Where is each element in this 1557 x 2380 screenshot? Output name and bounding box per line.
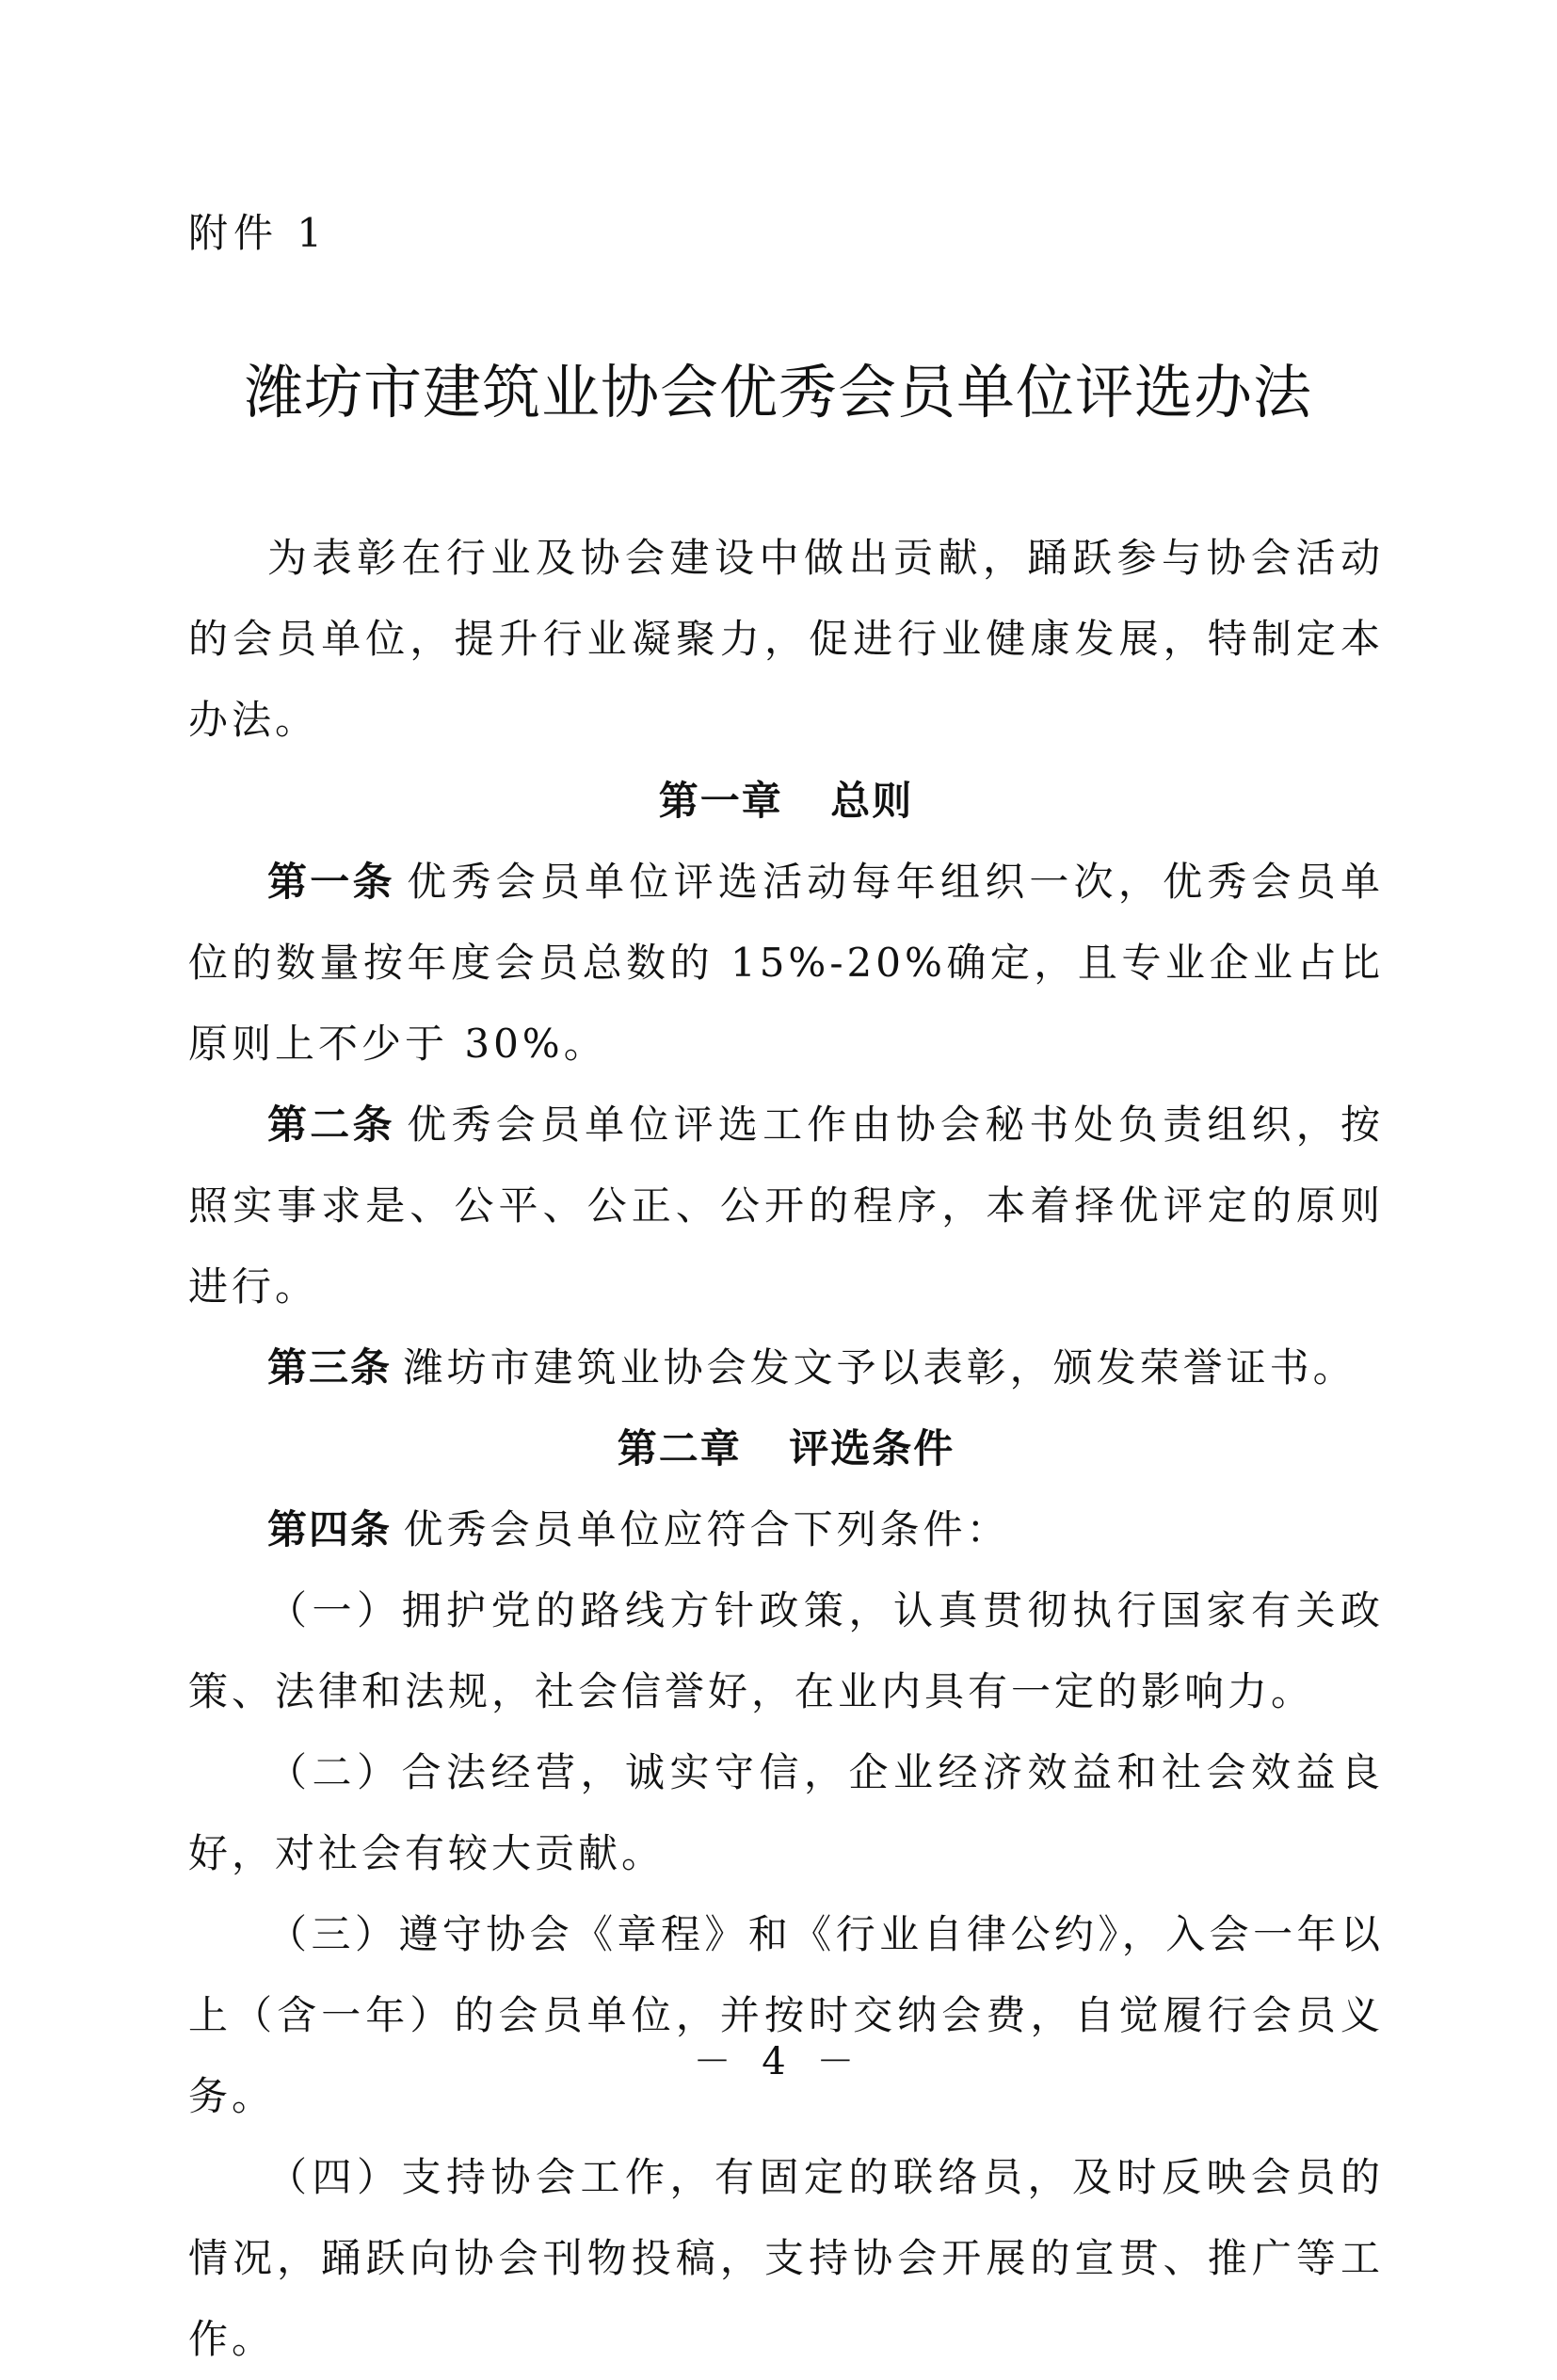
article-paragraph: [188, 1327, 1384, 1408]
chapter-number: 第一章: [658, 778, 783, 824]
article-text: 优秀会员单位应符合下列条件：: [403, 1506, 1010, 1552]
attachment-label: 附件 1: [188, 210, 329, 256]
article-paragraph: [188, 842, 1384, 1085]
article-label: 第一条: [267, 859, 395, 905]
article-text: 潍坊市建筑业协会发文予以表彰，颁发荣誉证书。: [403, 1344, 1356, 1391]
chapter-number: 第二章: [617, 1425, 742, 1471]
article-label: 第三条: [267, 1344, 393, 1391]
condition-item: （三）遵守协会《章程》和《行业自律公约》，入会一年以上（含一年）的会员单位，并按时交纳会费，自觉履行会员义务。: [188, 1911, 1384, 2119]
article-label: 第二条: [267, 1102, 395, 1148]
page-number: － 4 －: [693, 2040, 864, 2083]
condition-item: （四）支持协会工作，有固定的联络员，及时反映会员的情况，踊跃向协会刊物投稿，支持协会开展的宣贯、推广等工作。: [188, 2154, 1384, 2362]
chapter-name: 总则: [830, 778, 914, 824]
article-text: 优秀会员单位评选活动每年组织一次，优秀会员单位的数量按年度会员总数的 15%-20%确定，且专业企业占比原则上不少于 30%。: [188, 859, 1384, 1067]
intro-paragraph: 为表彰在行业及协会建设中做出贡献，踊跃参与协会活动的会员单位，提升行业凝聚力，促进行业健康发展，特制定本办法。: [188, 535, 1384, 743]
chapter-heading-2: [188, 1408, 1384, 1489]
article-paragraph: [188, 1085, 1384, 1327]
condition-item: （一）拥护党的路线方针政策，认真贯彻执行国家有关政策、法律和法规，社会信誉好，在业内具有一定的影响力。: [188, 1587, 1384, 1714]
condition-item: （二）合法经营，诚实守信，企业经济效益和社会效益良好，对社会有较大贡献。: [188, 1749, 1384, 1876]
chapter-heading-1: [188, 761, 1384, 842]
article-text: 优秀会员单位评选工作由协会秘书处负责组织，按照实事求是、公平、公正、公开的程序，本着择优评定的原则进行。: [188, 1102, 1384, 1310]
article-paragraph: [188, 1489, 1384, 1570]
chapter-name: 评选条件: [789, 1425, 955, 1471]
document-title: 潍坊市建筑业协会优秀会员单位评选办法: [244, 358, 1312, 426]
article-label: 第四条: [267, 1506, 393, 1552]
document-body: [188, 518, 1384, 2380]
